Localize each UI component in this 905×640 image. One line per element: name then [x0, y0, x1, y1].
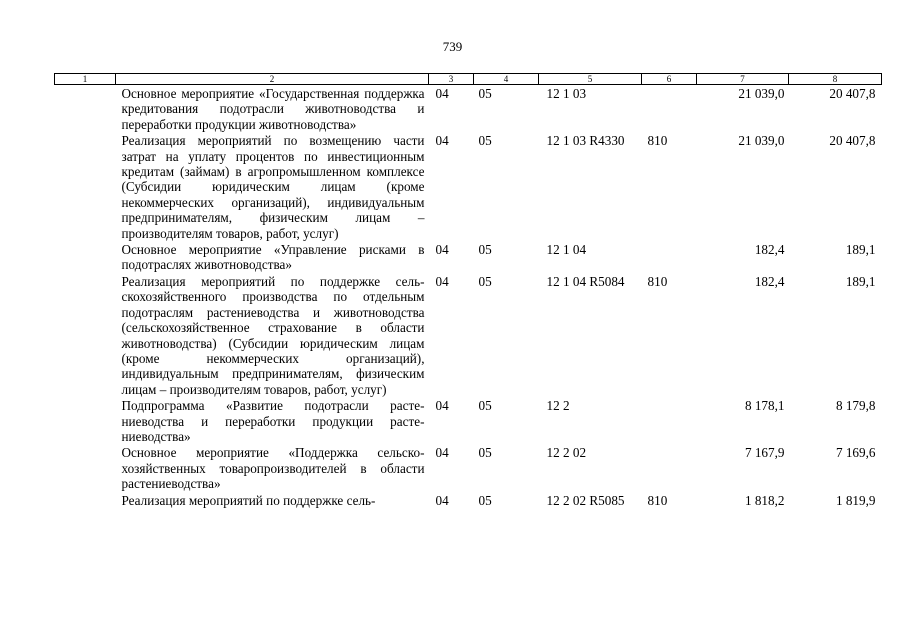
amount-col7: 7 167,9	[744, 445, 785, 461]
section-code: 04	[435, 273, 449, 289]
section-code: 04	[435, 398, 449, 414]
amount-col7: 21 039,0	[738, 86, 785, 101]
column-header: 3	[429, 74, 474, 85]
item-name: Реализация мероприятий по поддержке сель-	[121, 492, 376, 508]
amount-col8: 1 819,9	[835, 492, 876, 508]
subsection-code: 05	[478, 86, 492, 101]
target-article-code: 12 1 04 R5084	[546, 273, 625, 289]
column-header: 2	[116, 74, 429, 85]
amount-col8: 189,1	[845, 242, 876, 258]
section-code: 04	[435, 86, 449, 101]
page-number: 739	[442, 39, 463, 54]
column-header: 6	[642, 74, 697, 85]
column-header: 4	[474, 74, 539, 85]
subsection-code: 05	[478, 398, 492, 414]
table-row	[55, 241, 882, 273]
amount-col7: 182,4	[754, 273, 785, 289]
table-row	[55, 273, 882, 397]
empty-cell	[55, 492, 116, 508]
table-row	[55, 85, 882, 133]
column-header: 1	[55, 74, 116, 85]
item-name: Основное мероприятие «Управление рисками в подотраслях животноводства»	[121, 242, 425, 273]
expense-type-code	[642, 444, 697, 491]
subsection-code: 05	[478, 242, 492, 258]
amount-col8: 8 179,8	[835, 398, 876, 414]
subsection-code: 05	[478, 273, 492, 289]
expense-type-code	[642, 241, 697, 273]
section-code: 04	[435, 133, 449, 149]
column-number-row	[55, 74, 882, 85]
empty-cell	[55, 397, 116, 444]
amount-col8: 20 407,8	[829, 133, 876, 149]
section-code: 04	[435, 492, 449, 508]
empty-cell	[55, 132, 116, 241]
table-row	[55, 397, 882, 444]
amount-col8: 189,1	[845, 273, 876, 289]
table-row	[55, 492, 882, 508]
item-name: Основное мероприятие «Государственная поддержка кредитования подотрасли животноводства и переработки продукции животноводства»	[121, 86, 425, 132]
item-name: Основное мероприятие «Поддержка сельскохозяйственных товаропроизводителей в области растениеводства»	[121, 445, 425, 492]
empty-cell	[55, 444, 116, 491]
target-article-code: 12 2 02	[546, 445, 587, 461]
budget-table	[54, 73, 882, 508]
expense-type-code: 810	[647, 133, 668, 149]
expense-type-code: 810	[647, 492, 668, 508]
amount-col7: 21 039,0	[738, 133, 785, 149]
item-name: Реализация мероприятий по поддержке сельскохозяйственного производства по отдельным подотраслям растениеводства и животноводства (сельскохозяйственное страхование в области животноводства) (Субсидии юридическим лицам (кроме некоммерческих организаций), индивидуальным предпринимателям, физическим лицам – производителям товаров, работ, услуг)	[121, 273, 425, 397]
empty-cell	[55, 85, 116, 133]
table-row	[55, 132, 882, 241]
item-name: Подпрограмма «Развитие подотрасли растениеводства и переработки продукции растениеводства»	[121, 398, 425, 444]
amount-col8: 7 169,6	[835, 445, 876, 461]
expense-type-code	[642, 397, 697, 444]
table-row	[55, 444, 882, 491]
target-article-code: 12 1 03	[546, 86, 587, 101]
column-header: 8	[789, 74, 882, 85]
amount-col8: 20 407,8	[829, 86, 876, 101]
amount-col7: 1 818,2	[744, 492, 785, 508]
target-article-code: 12 1 03 R4330	[546, 133, 625, 149]
empty-cell	[55, 241, 116, 273]
empty-cell	[55, 273, 116, 397]
subsection-code: 05	[478, 133, 492, 149]
section-code: 04	[435, 445, 449, 461]
item-name: Реализация мероприятий по возмещению части затрат на уплату процентов по инвестиционным кредитам (займам) в агропромышленном комплексе (Субсидии юридическим лицам (кроме некоммерческих организаций), индивидуальным предпринимателям, физическим лицам – производителям товаров, работ, услуг)	[121, 133, 425, 241]
subsection-code: 05	[478, 445, 492, 461]
expense-type-code	[642, 85, 697, 133]
amount-col7: 8 178,1	[744, 398, 785, 414]
expense-type-code: 810	[647, 273, 668, 289]
target-article-code: 12 2 02 R5085	[546, 492, 625, 508]
column-header: 7	[697, 74, 789, 85]
target-article-code: 12 2	[546, 398, 570, 414]
subsection-code: 05	[478, 492, 492, 508]
amount-col7: 182,4	[754, 242, 785, 258]
section-code: 04	[435, 242, 449, 258]
target-article-code: 12 1 04	[546, 242, 587, 258]
column-header: 5	[539, 74, 642, 85]
